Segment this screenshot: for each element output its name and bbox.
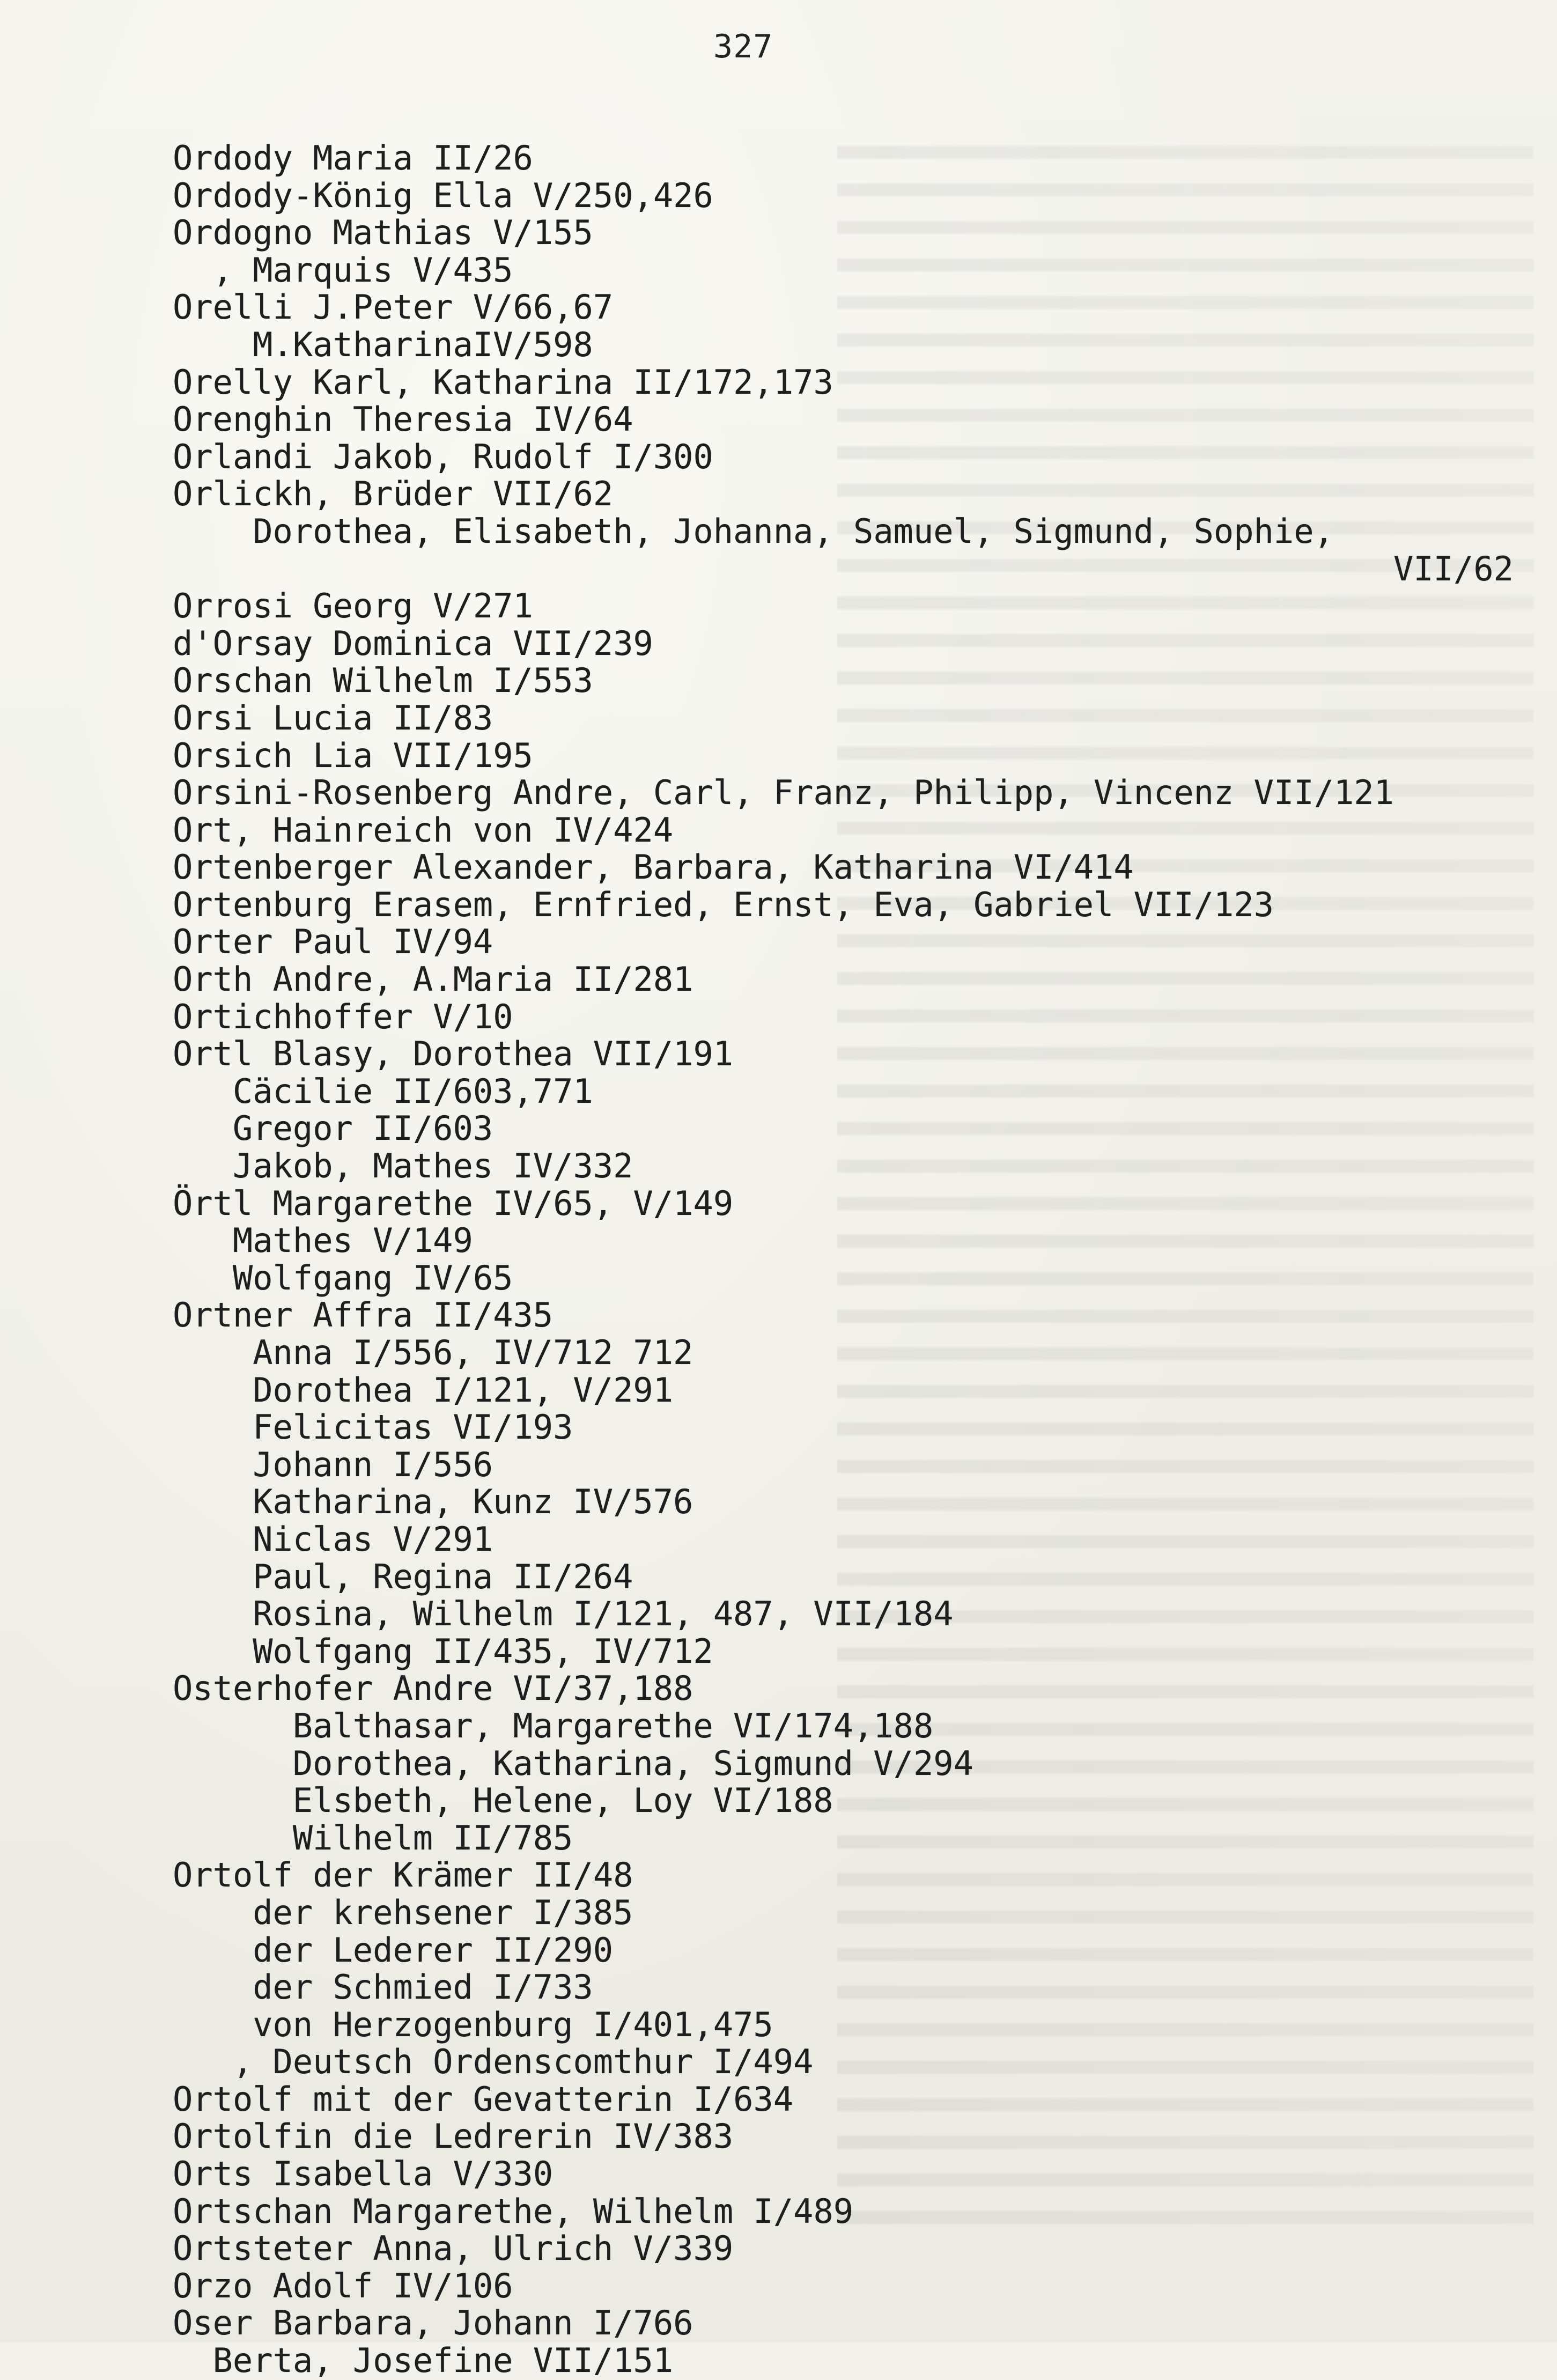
index-entry-line: Elsbeth, Helene, Loy VI/188	[292, 1781, 833, 1821]
index-entry-line: Ordogno Mathias V/155	[173, 213, 593, 253]
index-entry-line: Ortichhoffer V/10	[173, 997, 513, 1036]
index-entry-line: Orrosi Georg V/271	[173, 586, 533, 626]
index-entry-line: Dorothea I/121, V/291	[253, 1370, 674, 1410]
index-entry-line: Orschan Wilhelm I/553	[173, 661, 593, 701]
index-entry-line: , Marquis V/435	[212, 250, 513, 290]
index-entry-line: Dorothea, Elisabeth, Johanna, Samuel, Sigmund, Sophie,	[253, 511, 1334, 551]
index-entry-line: Ordody Maria II/26	[173, 138, 533, 178]
index-entry-line: Orts Isabella V/330	[173, 2154, 554, 2194]
index-entry-line: Jakob, Mathes IV/332	[232, 1146, 633, 1186]
index-entry-line: Orenghin Theresia IV/64	[173, 400, 633, 439]
index-entry-line: M.KatharinaIV/598	[253, 325, 593, 364]
index-entry-line: Gregor II/603	[232, 1109, 493, 1148]
index-entry-line: von Herzogenburg I/401,475	[253, 2005, 773, 2044]
index-entry-line: Ort, Hainreich von IV/424	[173, 810, 674, 850]
index-entry-line: Oser Barbara, Johann I/766	[173, 2303, 693, 2343]
index-entry-line: Anna I/556, IV/712 712	[253, 1333, 693, 1372]
index-entry-line: Wolfgang IV/65	[232, 1258, 513, 1298]
index-entry-line: VII/62	[1393, 549, 1514, 588]
index-entry-line: der krehsener I/385	[253, 1892, 633, 1932]
index-entry-line: Cäcilie II/603,771	[232, 1071, 593, 1111]
index-entry-line: Orter Paul IV/94	[173, 922, 493, 962]
index-entry-line: Ordody-König Ella V/250,426	[173, 175, 713, 215]
index-entry-line: Örtl Margarethe IV/65, V/149	[173, 1183, 734, 1223]
index-entry-line: Ortner Affra II/435	[173, 1295, 554, 1335]
index-entry-line: Niclas V/291	[253, 1519, 493, 1559]
index-entry-line: , Deutsch Ordenscomthur I/494	[232, 2042, 814, 2082]
index-entry-line: Ortschan Margarethe, Wilhelm I/489	[173, 2191, 854, 2231]
index-entry-line: Orlickh, Brüder VII/62	[173, 474, 614, 514]
index-entry-line: Wilhelm II/785	[292, 1818, 573, 1858]
index-entry-line: Osterhofer Andre VI/37,188	[173, 1669, 693, 1708]
index-entry-line: Ortenburg Erasem, Ernfried, Ernst, Eva, Gabriel VII/123	[173, 885, 1274, 924]
index-entry-line: Johann I/556	[253, 1445, 493, 1484]
index-entry-list	[173, 139, 1535, 2379]
index-entry-line: Rosina, Wilhelm I/121, 487, VII/184	[253, 1594, 954, 1634]
index-entry-line: Orzo Adolf IV/106	[173, 2266, 513, 2305]
index-entry-line: Orlandi Jakob, Rudolf I/300	[173, 437, 713, 476]
index-entry-line: Ortsteter Anna, Ulrich V/339	[173, 2229, 734, 2268]
index-entry-line: Ortenberger Alexander, Barbara, Katharina VI/414	[173, 848, 1134, 887]
index-entry-line: Ortolfin die Ledrerin IV/383	[173, 2117, 734, 2156]
index-entry-line: Orelly Karl, Katharina II/172,173	[173, 362, 833, 402]
index-entry-line: der Lederer II/290	[253, 1930, 614, 1970]
page-number: 327	[713, 28, 773, 65]
index-entry-line: Paul, Regina II/264	[253, 1557, 633, 1596]
index-entry-line: Balthasar, Margarethe VI/174,188	[292, 1706, 934, 1745]
index-entry-line: Orsi Lucia II/83	[173, 698, 493, 738]
index-entry-line: Ortl Blasy, Dorothea VII/191	[173, 1034, 734, 1074]
index-entry-line: Wolfgang II/435, IV/712	[253, 1631, 713, 1671]
index-entry-line: d'Orsay Dominica VII/239	[173, 623, 653, 663]
index-entry-line: Katharina, Kunz IV/576	[253, 1482, 693, 1522]
index-entry-line: Ortolf mit der Gevatterin I/634	[173, 2079, 794, 2119]
index-entry-line: Dorothea, Katharina, Sigmund V/294	[292, 1743, 973, 1783]
index-entry-line: Orsini-Rosenberg Andre, Carl, Franz, Philipp, Vincenz VII/121	[173, 773, 1394, 813]
index-entry-line: Orsich Lia VII/195	[173, 735, 533, 775]
index-entry-line: der Schmied I/733	[253, 1968, 593, 2007]
index-entry-line: Felicitas VI/193	[253, 1408, 573, 1447]
index-entry-line: Orelli J.Peter V/66,67	[173, 288, 614, 327]
index-entry-line: Orth Andre, A.Maria II/281	[173, 960, 693, 999]
index-entry-line: Berta, Josefine VII/151	[212, 2341, 674, 2380]
index-entry-line: Ortolf der Krämer II/48	[173, 1855, 633, 1895]
index-entry-line: Mathes V/149	[232, 1221, 473, 1261]
